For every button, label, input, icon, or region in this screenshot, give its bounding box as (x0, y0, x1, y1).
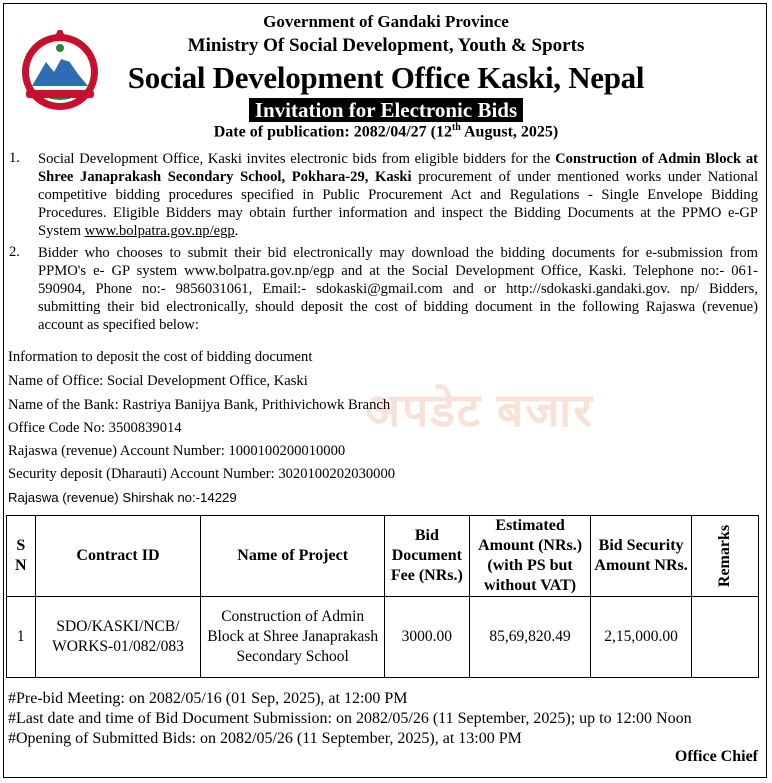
signatory: Office Chief (674, 748, 758, 765)
bid-opening-note: #Opening of Submitted Bids: on 2082/05/26 (11 September, 2025), at 13:00 PM (8, 730, 522, 747)
watermark-text: अपडेट बजार (365, 384, 594, 436)
security-account-line: Security deposit (Dharauti) Account Number: 3020100202030000 (8, 466, 396, 482)
bid-table (6, 515, 759, 678)
ministry-heading: Ministry Of Social Development, Youth & Sports (187, 35, 585, 56)
para-number: 1. (9, 150, 20, 166)
col-sn: S N (7, 516, 36, 597)
cell-estimated: 85,69,820.49 (469, 597, 591, 678)
download-paragraph: Bidder who chooses to submit their bid electronically may download the bidding documents for e-submission from PPMO's e- GP system www.bolpatra.gov.np/egp and at the Social Development Office, Kaski. Telephone no:- 061-590904, Phone no:- 9856031061, Email:- sdokaski@gmail.com and or http://sdokaski.gandaki.gov. np/ Bidders, submitting their bid electronically, should deposit the cost of bidding document in the following Rajaswa (revenue) account as specified below: (38, 245, 758, 333)
col-remarks: Remarks (691, 516, 758, 597)
cell-fee: 3000.00 (385, 597, 470, 678)
office-name-line: Name of Office: Social Development Office, Kaski (8, 373, 308, 389)
cell-security: 2,15,000.00 (591, 597, 691, 678)
cell-remarks (691, 597, 758, 678)
bank-name-line: Name of the Bank: Rastriya Banijya Bank, Prithivichowk Branch (8, 397, 391, 413)
government-heading: Government of Gandaki Province (263, 12, 509, 31)
col-contract-id: Contract ID (35, 516, 201, 597)
deposit-heading: Information to deposit the cost of bidding document (8, 349, 313, 365)
cell-sn: 1 (7, 597, 36, 678)
project-name-bold: Construction of Admin Block at Shree Janaprakash Secondary School, Pokhara-29, Kaski (38, 151, 758, 185)
invitation-paragraph: Social Development Office, Kaski invites electronic bids from eligible bidders for the Construction of Admin Block at Shree Janaprakash Secondary School, Pokhara-29, Kaski procurement of under mentioned works under National competitive bidding procedures specified in Public Procurement Act and Regulations - Single Envelope Bidding Procedures. Eligible Bidders may obtain further information and inspect the Bidding Documents at the PPMO e-GP System www.bolpatra.gov.np/egp. (38, 151, 758, 239)
office-title: Social Development Office Kaski, Nepal (127, 60, 645, 95)
office-code-line: Office Code No: 3500839014 (8, 420, 182, 436)
table-header-row (7, 516, 759, 597)
prebid-meeting-note: #Pre-bid Meeting: on 2082/05/16 (01 Sep, 2025), at 12:00 PM (8, 690, 408, 707)
col-fee: Bid Document Fee (NRs.) (385, 516, 470, 597)
col-project: Name of Project (201, 516, 385, 597)
shirshak-line: Rajaswa (revenue) Shirshak no:-14229 (8, 490, 237, 505)
rajaswa-account-line: Rajaswa (revenue) Account Number: 1000100200010000 (8, 443, 346, 459)
col-security: Bid Security Amount NRs. (591, 516, 691, 597)
cell-project: Construction of Admin Block at Shree Janaprakash Secondary School (201, 597, 385, 678)
col-estimated: Estimated Amount (NRs.) (with PS but without VAT) (469, 516, 591, 597)
table-row (7, 597, 759, 678)
para-number: 2. (9, 244, 20, 260)
egp-link[interactable]: www.bolpatra.gov.np/egp (84, 223, 235, 239)
invitation-banner (0, 98, 772, 122)
publication-date: Date of publication: 2082/04/27 (12th August, 2025) (213, 122, 559, 141)
submission-deadline-note: #Last date and time of Bid Document Submission: on 2082/05/26 (11 September, 2025); up to 12:00 Noon (8, 710, 692, 727)
cell-contract-id: SDO/KASKI/NCB/ WORKS-01/082/083 (35, 597, 201, 678)
invitation-title: Invitation for Electronic Bids (249, 98, 523, 122)
